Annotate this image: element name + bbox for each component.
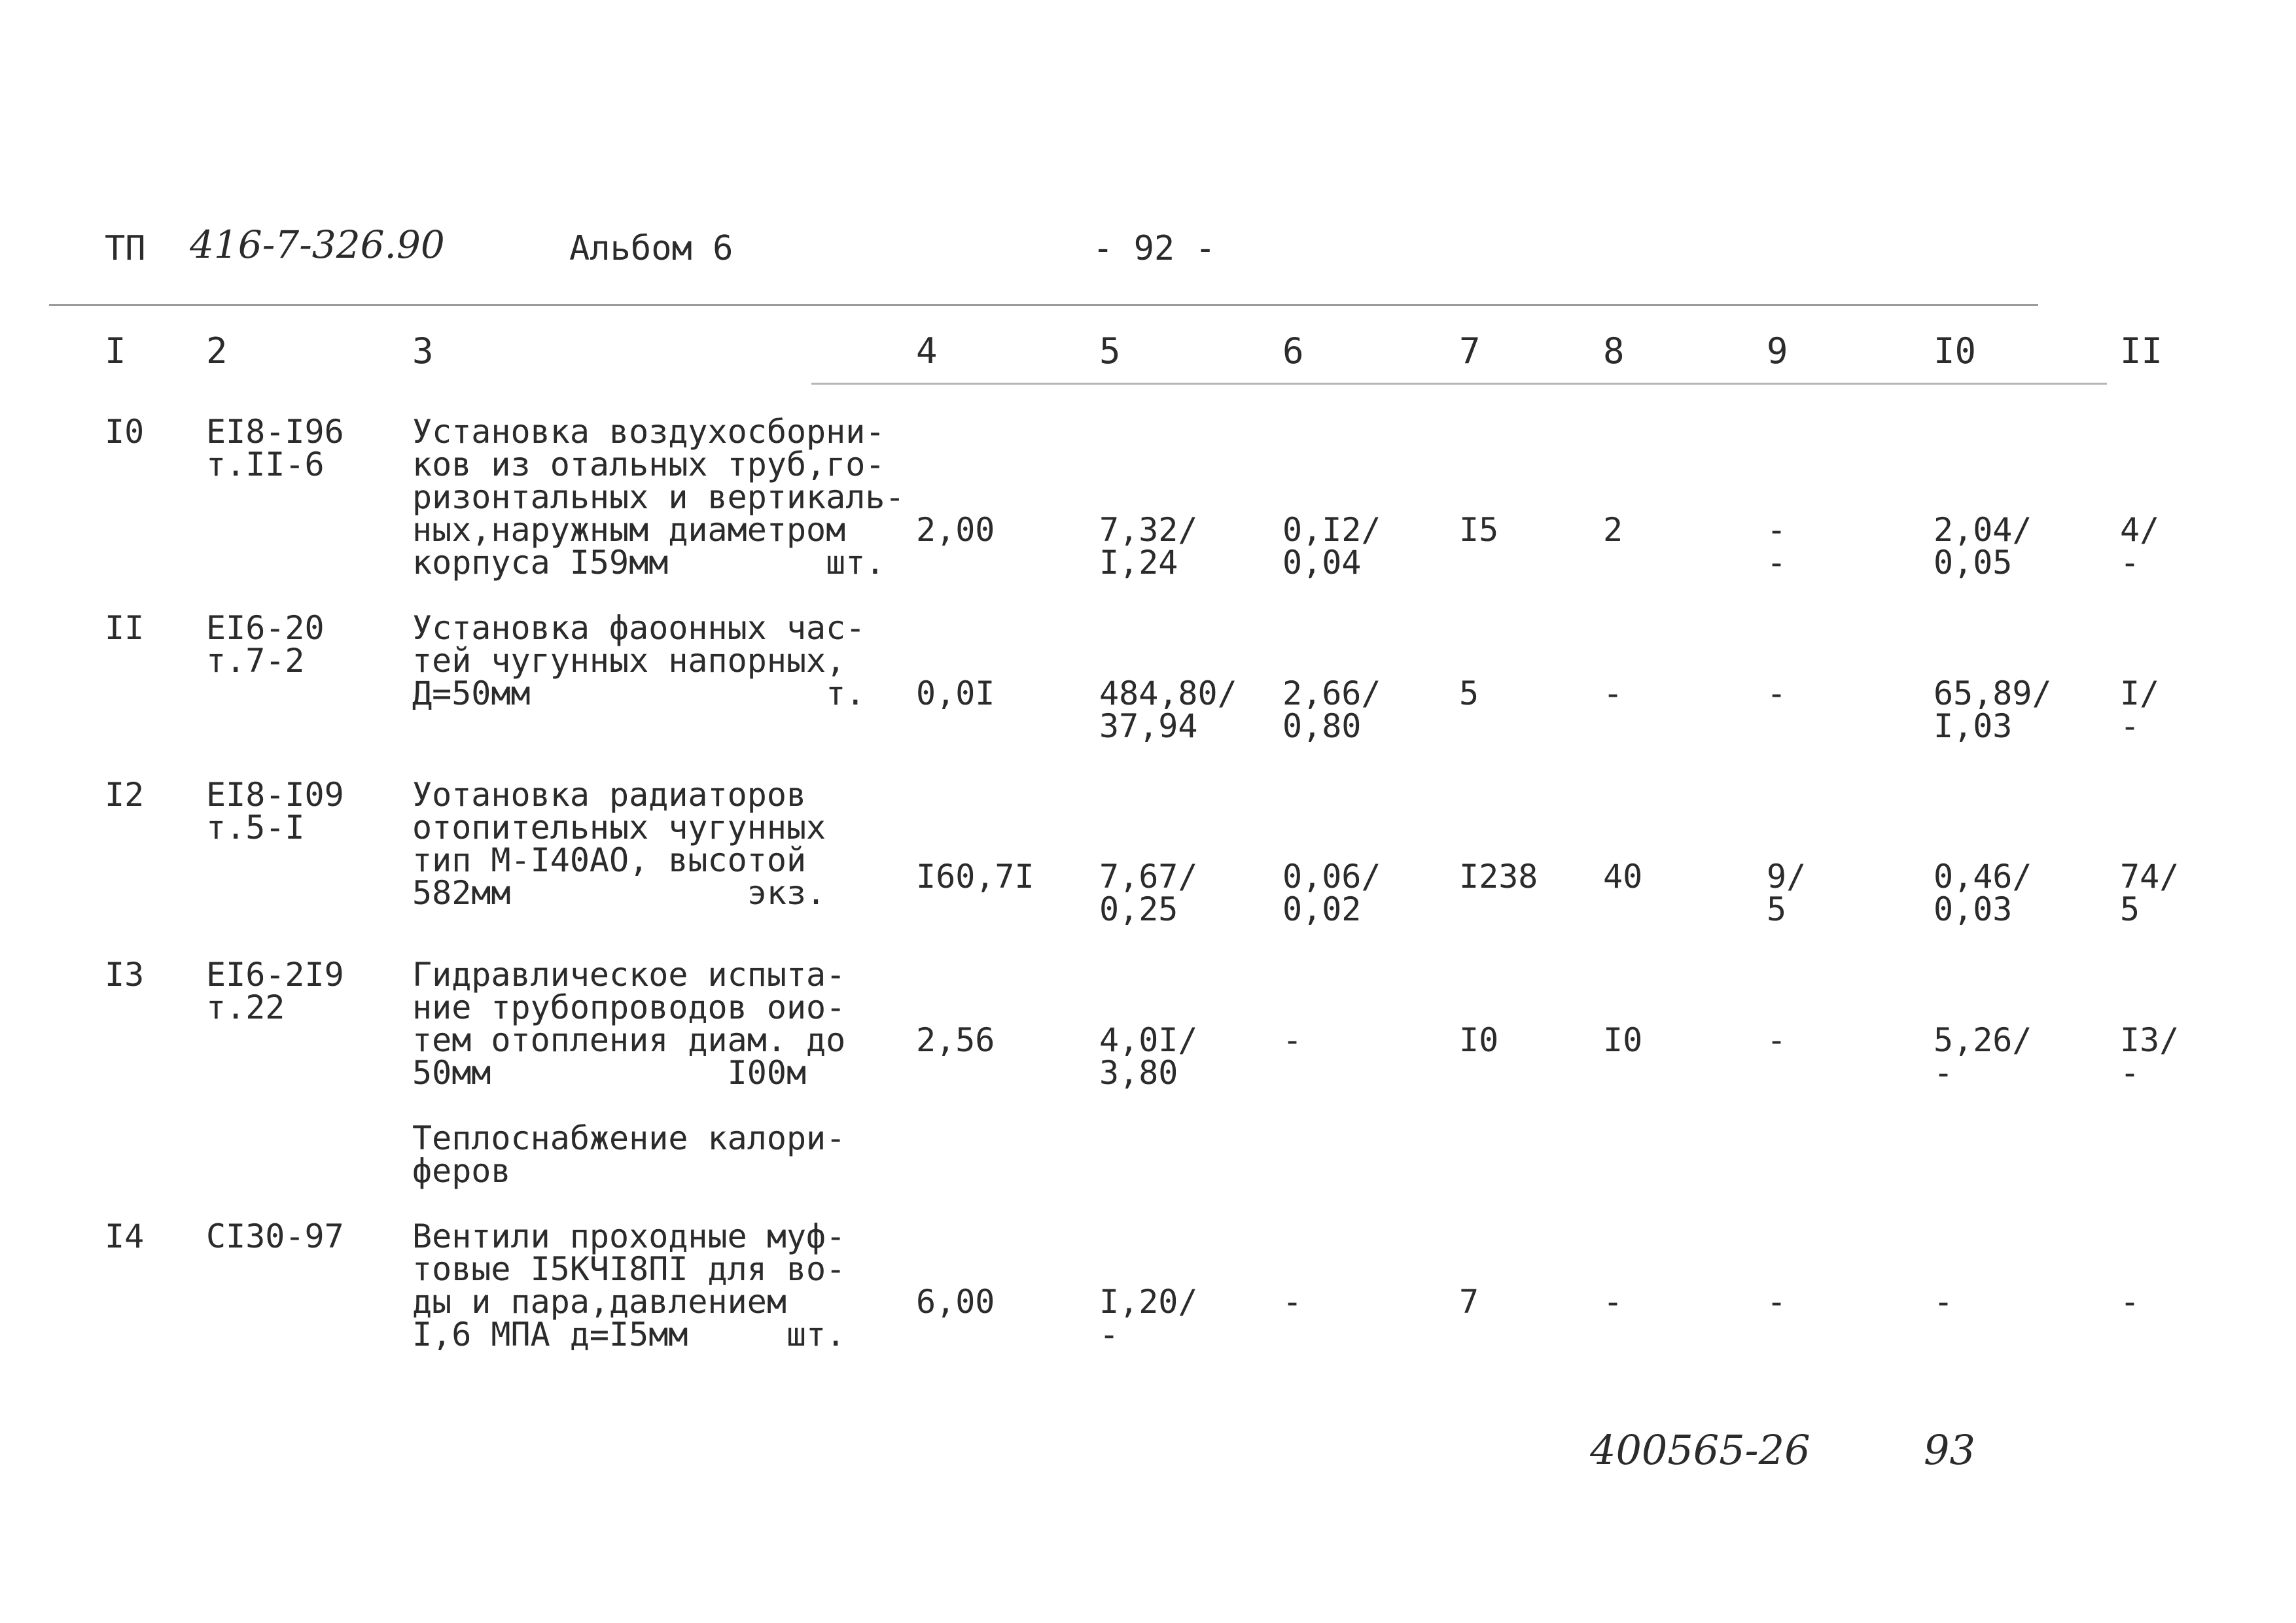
col5-cell: 484,80/ 37,94 [1099,674,1237,745]
row-number: I0 [105,413,145,451]
col7-cell: I0 [1459,1021,1499,1059]
quantity-cell: 2,56 [916,1021,995,1059]
footer-doc-number: 400565-26 [1590,1426,1810,1474]
col9-cell: - [1767,1021,1787,1059]
col11-cell: I/ - [2120,674,2160,745]
col8-cell: I0 [1603,1021,1643,1059]
col6-cell: - [1282,1021,1303,1059]
col8-cell: - [1603,674,1623,712]
col-header-3: 3 [412,330,434,372]
section-heading: Теплоснабжение калори- феров [412,1119,846,1190]
col7-cell: 5 [1459,674,1479,712]
col10-cell: 5,26/ - [1934,1021,2032,1092]
col-header-10: I0 [1934,330,1977,372]
header-rule-bottom [811,383,2107,385]
col11-cell: I3/ - [2120,1021,2180,1092]
norm-code: ЕI8-I09 т.5-I [206,776,344,846]
quantity-cell: I60,7I [916,858,1034,896]
work-description: Вентили проходные муф- товые I5КЧI8ПI для во- ды и пара,давлением I,6 МПА д=I5мм шт. [412,1217,846,1353]
col8-cell: - [1603,1283,1623,1321]
col-header-7: 7 [1459,330,1481,372]
col-header-4: 4 [916,330,938,372]
album-label: Альбом 6 [569,229,733,268]
col9-cell: 9/ 5 [1767,858,1807,928]
col-header-2: 2 [206,330,228,372]
project-number: 416-7-326.90 [190,222,445,267]
col-header-6: 6 [1282,330,1304,372]
quantity-cell: 0,0I [916,674,995,712]
col-header-1: I [105,330,126,372]
col11-cell: 74/ 5 [2120,858,2180,928]
col5-cell: 7,32/ I,24 [1099,511,1198,582]
footer-sheet-number: 93 [1924,1426,1975,1474]
col7-cell: I5 [1459,511,1499,549]
row-number: I2 [105,776,145,814]
col-header-5: 5 [1099,330,1121,372]
work-description: Установка фаоонных час- тей чугунных напорных, Д=50мм т. [412,609,866,712]
col6-cell: 0,06/ 0,02 [1282,858,1381,928]
col8-cell: 2 [1603,511,1623,549]
header-rule-top [49,304,2038,306]
col11-cell: 4/ - [2120,511,2160,582]
col-header-8: 8 [1603,330,1625,372]
col5-cell: 4,0I/ 3,80 [1099,1021,1198,1092]
row-number: I4 [105,1217,145,1255]
col-header-11: II [2120,330,2163,372]
row-number: II [105,609,145,647]
col10-cell: 65,89/ I,03 [1934,674,2052,745]
col7-cell: I238 [1459,858,1538,896]
row-number: I3 [105,956,145,994]
col11-cell: - [2120,1283,2140,1321]
doc-type-label: ТП [105,229,146,268]
norm-code: ЕI6-2I9 т.22 [206,956,344,1026]
col9-cell: - - [1767,511,1787,582]
norm-code: ЕI6-20 т.7-2 [206,609,325,680]
work-description: Установка воздухосборни- ков из отальных труб,го- ризонтальных и вертикаль- ных,наружным диаметром корпуса I59мм шт. [412,413,905,582]
col-header-9: 9 [1767,330,1788,372]
col8-cell: 40 [1603,858,1643,896]
col10-cell: 2,04/ 0,05 [1934,511,2032,582]
norm-code: СI30-97 [206,1217,344,1255]
col10-cell: - [1934,1283,1954,1321]
col10-cell: 0,46/ 0,03 [1934,858,2032,928]
col6-cell: 0,I2/ 0,04 [1282,511,1381,582]
page-number: - 92 - [1093,229,1216,268]
quantity-cell: 2,00 [916,511,995,549]
col7-cell: 7 [1459,1283,1479,1321]
col5-cell: I,20/ - [1099,1283,1198,1353]
col6-cell: - [1282,1283,1303,1321]
col6-cell: 2,66/ 0,80 [1282,674,1381,745]
col9-cell: - [1767,1283,1787,1321]
col5-cell: 7,67/ 0,25 [1099,858,1198,928]
work-description: Уотановка радиаторов отопительных чугунных тип М-I40АО, высотой 582мм экз. [412,776,826,912]
col9-cell: - [1767,674,1787,712]
norm-code: ЕI8-I96 т.II-6 [206,413,344,483]
quantity-cell: 6,00 [916,1283,995,1321]
work-description: Гидравлическое испыта- ние трубопроводов оио- тем отопления диам. до 50мм I00м [412,956,846,1092]
